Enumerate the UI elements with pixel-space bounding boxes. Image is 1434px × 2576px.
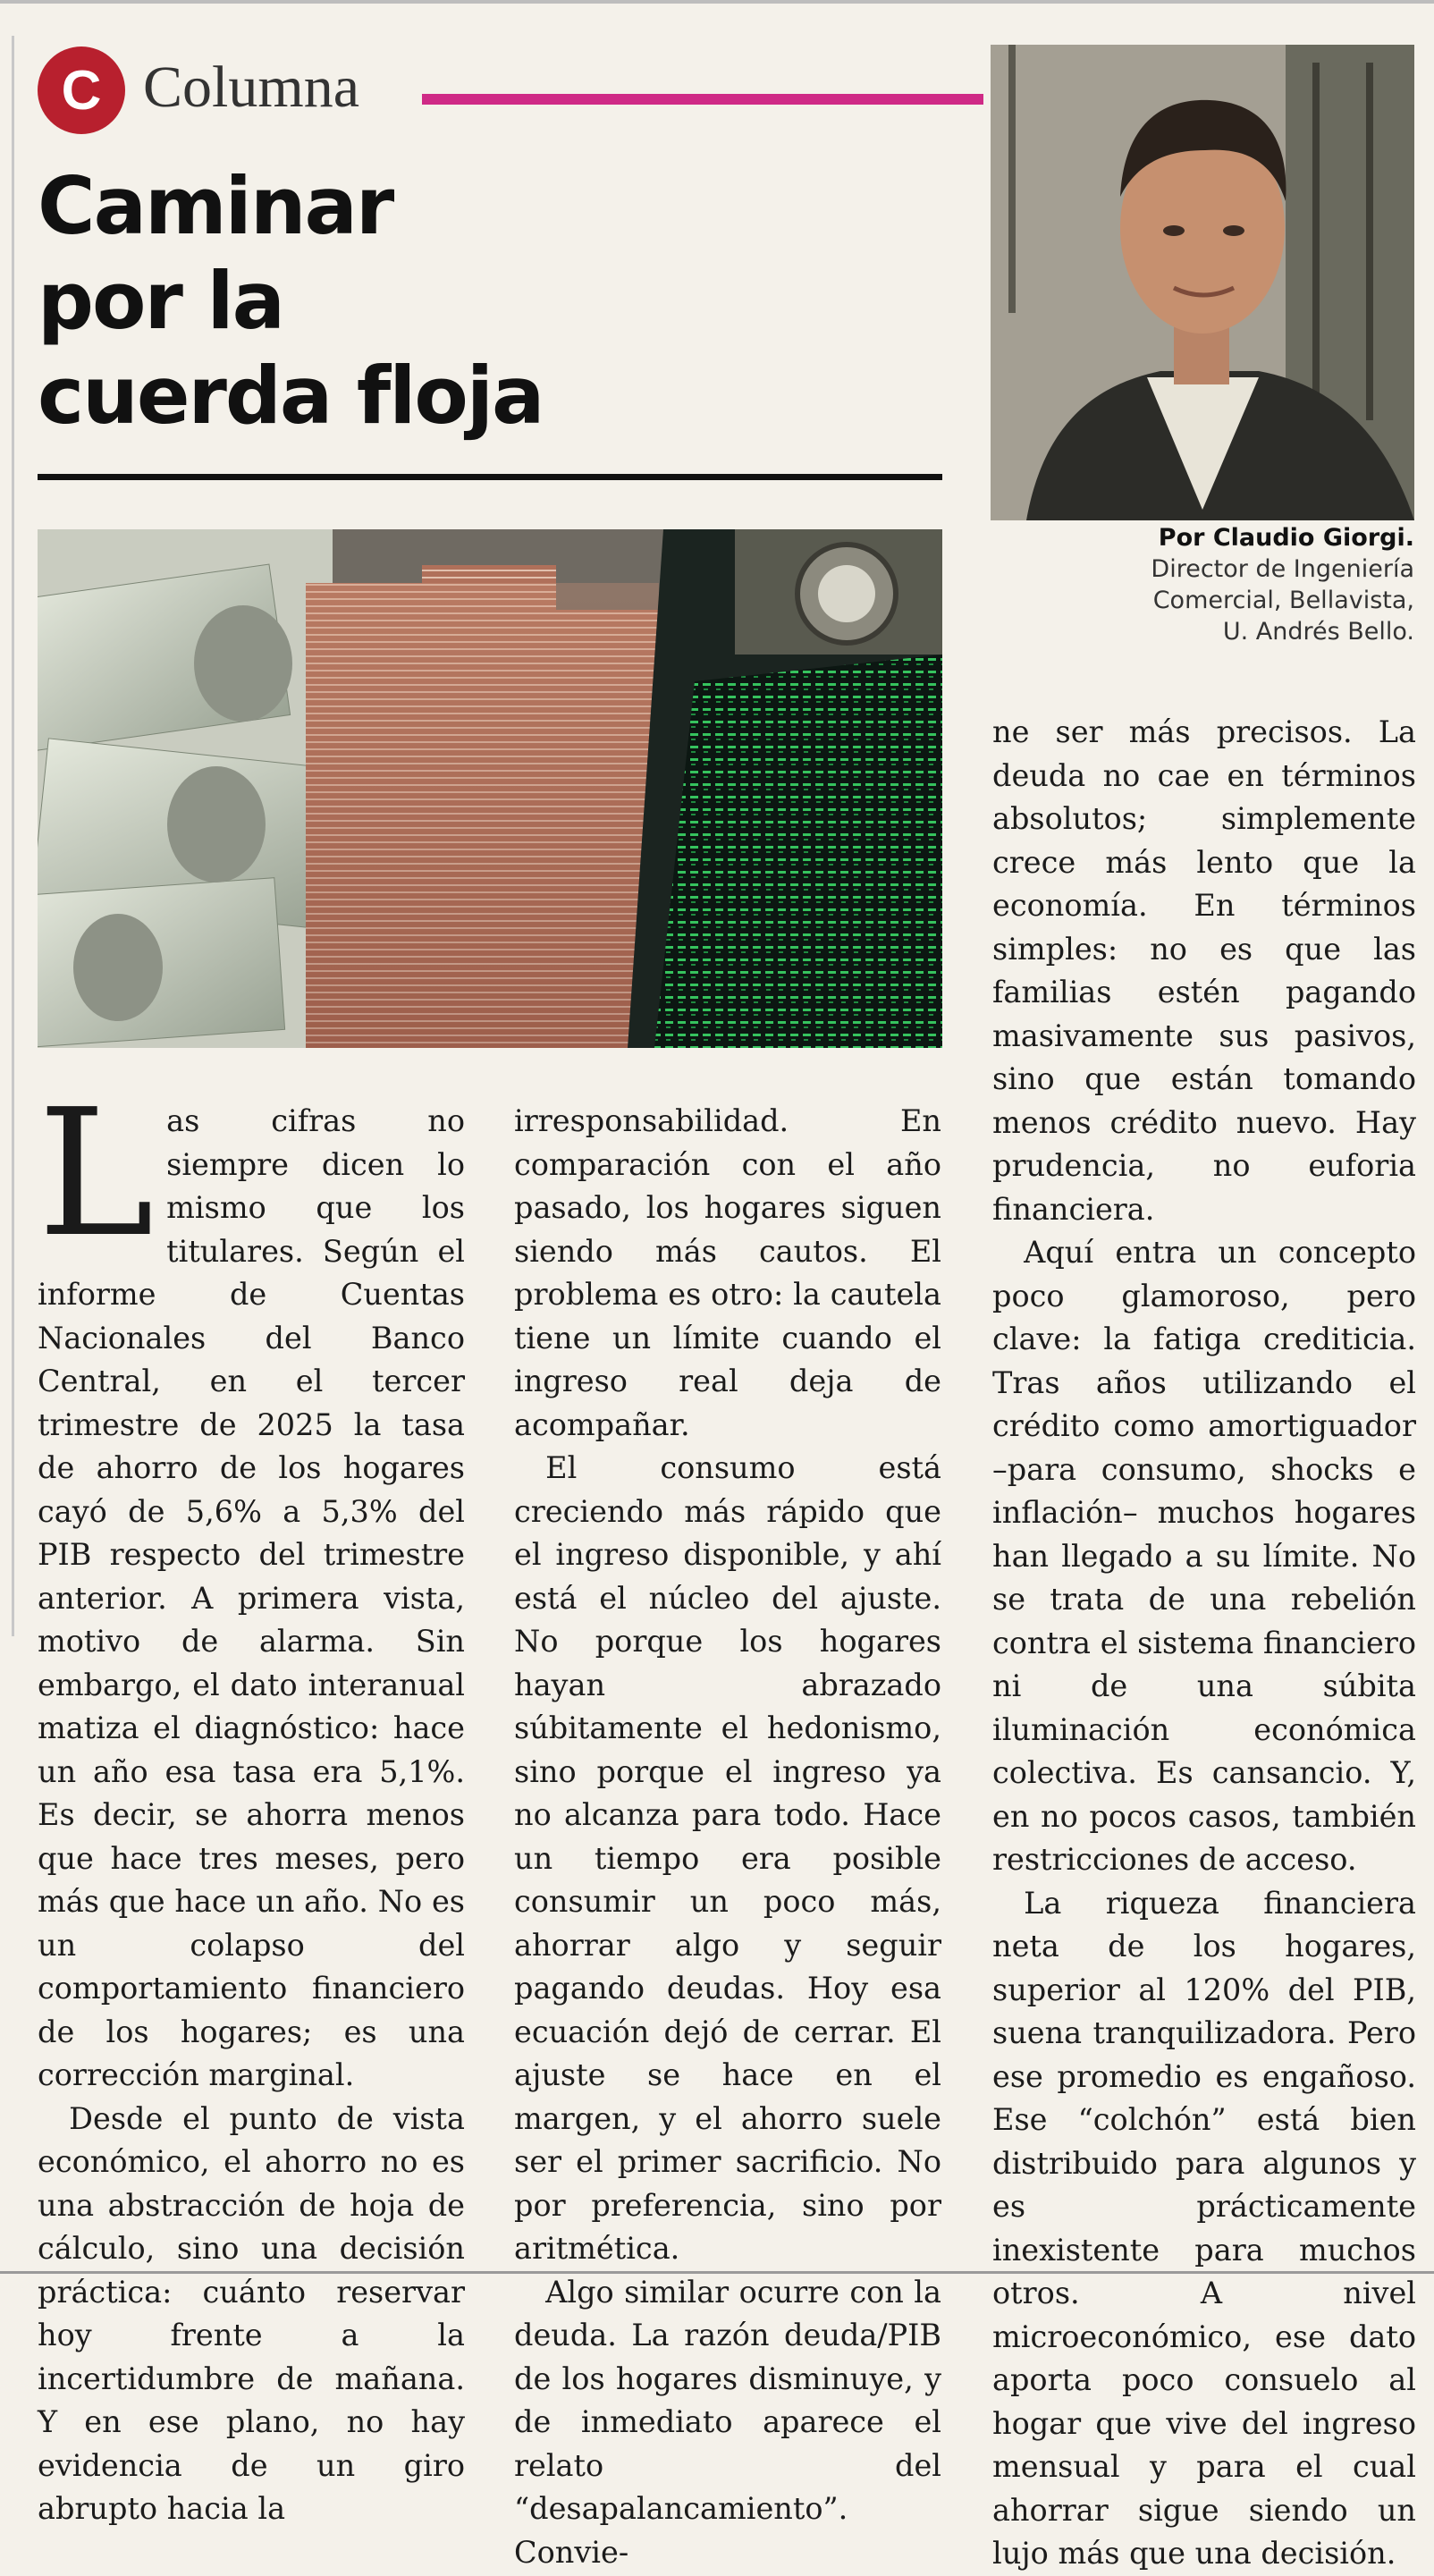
- author-role: Director de Ingeniería: [1151, 555, 1414, 583]
- paragraph: Desde el punto de vista económico, el ahorro no es una abstracción de hoja de cálculo, sino una decisión práctica: cuánto reservar hoy frente a la incertidumbre de mañana. Y en ese plano, no hay evidencia de un giro abrupto hacia la: [38, 2100, 465, 2526]
- headline: [38, 159, 914, 443]
- headline-line: cuerda floja: [38, 350, 544, 442]
- byline: [991, 522, 1414, 647]
- page-left-border: [12, 36, 14, 1636]
- headline-rule: [38, 474, 942, 480]
- author-photo: [991, 45, 1414, 520]
- author-role: Comercial, Bellavista,: [1152, 587, 1414, 614]
- paragraph: irresponsabilidad. En comparación con el año pasado, los hogares siguen siendo más cautos. El problema es otro: la cautela tiene un límite cuando el ingreso real deja de acompañar.: [514, 1103, 941, 1442]
- headline-line: Caminar: [38, 160, 393, 252]
- article-column-2: [514, 1100, 941, 2574]
- author-name: Por Claudio Giorgi.: [1158, 524, 1414, 552]
- section-label: Columna: [143, 55, 359, 120]
- paragraph: El consumo está creciendo más rápido que el ingreso disponible, y ahí está el núcleo del ajuste. No porque los hogares hayan abrazado súbitamente el hedonismo, sino porque el ingreso ya no alcanza para todo. Hace un tiempo era posible consumir un poco más, ahorrar algo y seguir pagando deudas. Hoy esa ecuación dejó de cerrar. El ajuste se hace en el margen, y el ahorro suele ser el primer sacrificio. No por preferencia, sino por aritmética.: [514, 1450, 941, 2266]
- author-role: U. Andrés Bello.: [1222, 618, 1414, 646]
- paragraph: [38, 1072, 465, 2098]
- headline-line: por la: [38, 255, 284, 347]
- paragraph: La riqueza financiera neta de los hogares, superior al 120% del PIB, suena tranquilizadora. Pero ese promedio es engañoso. Ese “colchón” está bien distribuido para algunos y es prácticamente inexistente para muchos otros. A nivel microeconómico, ese dato aporta poco consuelo al hogar que vive del ingreso mensual y para el cual ahorrar sigue siendo un lujo más que una decisión.: [992, 1885, 1416, 2571]
- drop-cap: L: [38, 1072, 155, 1276]
- paragraph: Aquí entra un concepto poco glamoroso, pero clave: la fatiga crediticia. Tras años utilizando el crédito como amortiguador –para consumo, shocks e inflación– muchos hogares han llegado a su límite. No se trata de una rebelión contra el sistema financiero ni de una súbita iluminación económica colectiva. Es cansancio. Y, en no pocos casos, también restricciones de acceso.: [992, 1235, 1416, 1877]
- paragraph: ne ser más precisos. La deuda no cae en términos absolutos; simplemente crece más lento que la economía. En términos simples: no es que las familias estén pagando masivamente sus pasivos, sino que están tomando menos crédito nuevo. Hay prudencia, no euforia financiera.: [992, 714, 1416, 1227]
- hero-photo: [38, 529, 942, 1048]
- paragraph: Algo similar ocurre con la deuda. La razón deuda/PIB de los hogares disminuye, y de inmediato aparece el relato del “desapalancamiento”. Convie-: [514, 2274, 941, 2570]
- article-column-1: [38, 1072, 465, 2531]
- page-top-border: [0, 0, 1434, 4]
- section-rule: [422, 94, 983, 105]
- paragraph-text: as cifras no siempre dicen lo mismo que los titulares. Según el informe de Cuentas Nacionales del Banco Central, en el tercer trimestre de 2025 la tasa de ahorro de los hogares cayó de 5,6% a 5,3% del PIB respecto del trimestre anterior. A primera vista, motivo de alarma. Sin embargo, el dato interanual matiza el diagnóstico: hace un año esa tasa era 5,1%. Es decir, se ahorra menos que hace tres meses, pero más que hace un año. No es un colapso del comportamiento financiero de los hogares; es una corrección marginal.: [38, 1103, 465, 2092]
- section-badge: C: [38, 46, 125, 134]
